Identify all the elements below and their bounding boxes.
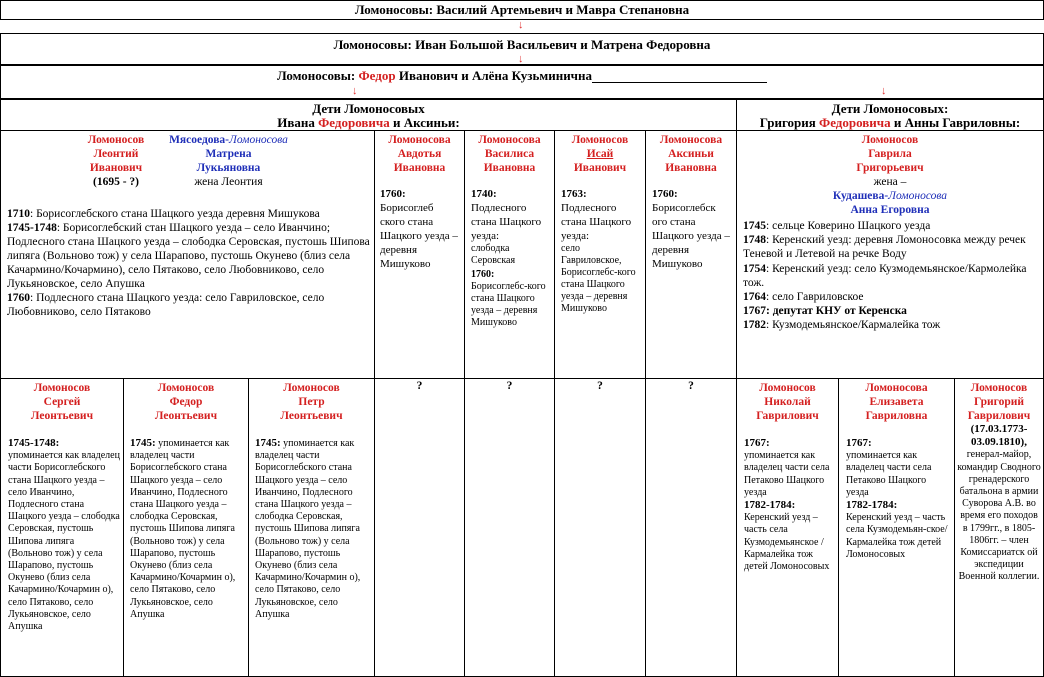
year: 1740	[471, 188, 493, 200]
cell-unknown	[554, 378, 646, 677]
grandparents-names: Василий Артемьевич и Мавра Степановна	[436, 2, 690, 17]
cell-sergey: Ломоносов Сергей Леонтьевич 1745-1748: упоминается как владелец части Борисоглебского стана Шацкого уезда – село Иванчино, Подлесного стана Шацкого уезда – слободка Серовская, пустошь Шипова липяга (Вольново тож) у села Шарапово, пустошь Окунево (близ села Качармино/Кочармин о), село Пятаково, село Лукьяновское, село Апушка	[0, 378, 124, 677]
wife-label: жена –	[873, 176, 907, 188]
row-grandparents	[0, 0, 1044, 20]
patronymic: Леонтьевич	[280, 410, 343, 422]
entry-text: : Борисоглебский стан Шацкого уезда – село Иванчино; Подлесного стана Шацкого уезда – слободка Серовская, пустошь Шипова липяга (Вольново тож) у села Шарапово, пустошь Окунево (близ села Качармино/Кочармино), село Пятаково, село Любовниково, село Лукьяновское, село Апушка	[7, 222, 370, 290]
patronymic: Гаврилович	[756, 410, 819, 422]
arrow-down-icon: ↓	[518, 53, 524, 65]
gavrila-entry	[743, 262, 1039, 290]
leonty-surname: Ломоносов	[87, 134, 145, 146]
wife-surname: Кудашева-	[832, 190, 889, 202]
text: и Аксиньи:	[392, 115, 460, 130]
fedor-name: Федор	[358, 68, 396, 83]
entry-text: Керенский уезд – часть села Кузмодемьян-ское/ Кармалейка тож детей Ломоносовых	[846, 512, 948, 560]
year: 1767	[744, 437, 766, 449]
leonty-entry	[7, 207, 371, 221]
name: Николай	[764, 396, 811, 408]
entry-text: : Керенский уезд: деревня Ломоносовка между речек Теневой и Летевой на речке Воду	[743, 234, 1026, 261]
gavrila-entry	[743, 318, 1039, 332]
entry-text: упоминается как владелец части села Петаково Шацкого уезда	[744, 450, 830, 498]
name: Исай	[586, 148, 614, 160]
surname: Ломоносов	[759, 382, 816, 394]
gavrila-entry	[743, 233, 1039, 261]
blank-line	[592, 70, 767, 83]
children-header-ivan	[0, 99, 737, 131]
entry-text: : Керенский уезд: село Кузмодемьянское/Кармолейка тож.	[743, 262, 1027, 289]
year: 1782-1784	[744, 499, 792, 512]
entry-text: : Борисоглебского стана Шацкого уезда деревня Мишукова	[30, 208, 320, 220]
cell-grigoriy	[954, 378, 1044, 677]
text: Федоровича	[819, 115, 891, 130]
wife-name: Анна Егоровна	[850, 204, 930, 216]
year: 1754	[743, 262, 766, 275]
entry-text: : Кузмодемьянское/Кармалейка тож	[766, 319, 941, 332]
surname: Ломоносова	[478, 134, 541, 146]
name: Василиса	[484, 148, 535, 160]
patronymic: Ивановна	[665, 162, 717, 174]
entry-text: Борисоглеб ского стана Шацкого уезда – деревня Мишуково	[380, 202, 458, 270]
cell-fedor-leontievich: Ломоносов Федор Леонтьевич 1745: упоминается как владелец части Борисоглебского стана Шацкого уезда – село Иванчино, Подлесного стана Шацкого уезда – слободка Серовская, пустошь Шипова липяга (Вольново тож) у села Шарапово, пустошь Окунево (близ села Качармино/Кочармин о), село Пятаково, село Лукьяновское, село Апушка	[123, 378, 249, 677]
leonty-years: (1695 - ?)	[93, 176, 139, 188]
cell-elizaveta: Ломоносова Елизавета Гавриловна 1767: упоминается как владелец части села Петаково Шацкого уезда 1782-1784: Керенский уезд – часть села Кузмодемьян-ское/ Кармалейка тож детей Ломоносовых	[838, 378, 955, 677]
children-header-line2	[737, 116, 1043, 130]
entry-text: : Подлесного стана Шацкого уезда: село Гавриловское, село Любовниково, село Пятаково	[7, 292, 325, 318]
entry-text: упоминается как владелец части села Петаково Шацкого уезда	[846, 450, 932, 498]
name: Сергей	[43, 396, 81, 408]
patronymic: Григорьевич	[856, 162, 924, 174]
cell-avdotya: Ломоносова Авдотья Ивановна 1760: Борисоглеб ского стана Шацкого уезда – деревня Мишуково	[374, 130, 465, 379]
year: 1760	[7, 292, 30, 304]
surname: Ломоносова	[865, 382, 928, 394]
entry-text: : село Гавриловское	[766, 291, 864, 304]
patronymic: Гаврилович	[967, 410, 1031, 422]
name: Аксиньи	[668, 148, 714, 160]
wife-surname: Мясоедова-	[169, 134, 230, 146]
dates: (17.03.1773-03.09.1810),	[970, 423, 1028, 449]
cell-leonty	[0, 130, 375, 379]
patronymic: Ивановна	[483, 162, 536, 174]
year: 1710	[7, 208, 30, 220]
year: 1745	[743, 220, 766, 232]
year: 1745-1748	[7, 222, 57, 234]
entry-text: село Гавриловское, Борисоглебс-кого стана Шацкого уезда – деревня Мишуково	[561, 243, 636, 314]
year: 1745	[255, 437, 277, 449]
patronymic: Ивановна	[393, 162, 446, 174]
surname: Ломоносов	[33, 382, 91, 394]
surname: Ломоносова	[659, 134, 723, 146]
patronymic: Леонтьевич	[154, 410, 218, 422]
cell-vasilisa: Ломоносова Василиса Ивановна 1740: Подлесного стана Шацкого уезда: слободка Серовская 1760: Борисоглебс-кого стана Шацкого уезда – деревня Мишуково	[464, 130, 555, 379]
wife-surname-italic: Ломоносова	[888, 190, 948, 202]
cell-nikolay: Ломоносов Николай Гаврилович 1767: упоминается как владелец части села Петаково Шацкого уезда 1782-1784: Керенский уезд – часть села Кузмодемьянское / Кармалейка тож детей Ломоносовых	[736, 378, 839, 677]
unknown-mark: ?	[688, 380, 694, 392]
surname: Ломоносов	[283, 382, 340, 394]
cell-petr: Ломоносов Петр Леонтьевич 1745: упоминается как владелец части Борисоглебского стана Шацкого уезда – село Иванчино, Подлесного стана Шацкого уезда – слободка Серовская, пустошь Шипова липяга (Вольново тож) у села Шарапово, пустошь Окунево (близ села Качармино/Кочармин о), село Пятаково, село Лукьяновское, село Апушка	[248, 378, 375, 677]
name: Гаврила	[868, 148, 912, 160]
cell-isay: Ломоносов Исай Иванович 1763: Подлесного стана Шацкого уезда: село Гавриловское, Борисоглебс-кого стана Шацкого уезда – деревня Мишуково	[554, 130, 646, 379]
cell-gavrila	[736, 130, 1044, 379]
children-header-grigoriy	[736, 99, 1044, 131]
arrow-down-icon: ↓	[518, 19, 524, 31]
children-header-line2	[1, 116, 736, 130]
name: Авдотья	[397, 148, 442, 160]
entry-text: упоминается как владелец части Борисоглебского стана Шацкого уезда – село Иванчино, Подлесного стана Шацкого уезда – слободка Серовская, пустошь Шипова липяга (Вольново тож) у села Шарапово, пустошь Окунево (близ села Качармино/Кочармин о), село Пятаково, село Лукьяновское, село Апушка	[255, 438, 361, 620]
entry-text: генерал-майор, командир Сводного гренадерского батальона в армии Суворова А.В. во время его походов в 1799гг., в 1805-1806гг. – член Комиссариатск ой экспедиции Военной коллегии.	[957, 449, 1041, 583]
year: 1767	[846, 437, 868, 449]
entry-text: Керенский уезд – часть села Кузмодемьянское / Кармалейка тож детей Ломоносовых	[744, 512, 830, 573]
entry-text: Подлесного стана Шацкого уезда:	[561, 202, 632, 242]
name: Федор	[169, 396, 203, 408]
cell-unknown	[464, 378, 555, 677]
leonty-name: Леонтий	[93, 148, 139, 160]
family-label: Ломоносовы:	[333, 37, 412, 52]
family-label: Ломоносовы:	[277, 68, 356, 83]
children-header-line1: Дети Ломоносовых	[312, 101, 425, 116]
cell-aksinya: Ломоносова Аксиньи Ивановна 1760: Борисоглебск ого стана Шацкого уезда – деревня Мишуково	[645, 130, 737, 379]
unknown-mark: ?	[597, 380, 603, 392]
gavrila-entry	[743, 219, 1039, 233]
wife-patronymic: Лукьяновна	[196, 162, 261, 174]
wife-surname-italic: Ломоносова	[229, 134, 288, 146]
patronymic: Иванович	[573, 162, 627, 174]
patronymic: Гавриловна	[865, 410, 928, 422]
entry-text: упоминается как владелец части Борисоглебского стана Шацкого уезда – село Иванчино, Подлесного стана Шацкого уезда – слободка Серовская, пустошь Шипова липяга (Вольново тож) у села Шарапово, пустошь Окунево (близ села Качармино/Кочармин о), село Пятаково, село Лукьяновское, село Апушка	[130, 438, 236, 620]
text: Григория	[759, 115, 816, 130]
entry-text: : сельце Коверино Шацкого уезда	[766, 220, 931, 232]
leonty-entry	[7, 291, 371, 319]
entry-text: : депутат КНУ от Керенска	[766, 305, 907, 318]
children-header-line1: Дети Ломоносовых:	[831, 101, 949, 116]
year: 1782-1784	[846, 499, 894, 512]
entry-text: упоминается как владелец части Борисоглебского стана Шацкого уезда – село Иванчино, Подлесного стана Шацкого уезда – слободка Серовская, пустошь Шипова липяга (Вольново тож) у села Шарапово, пустошь Окунево (близ села Качармино/Кочармин о), село Пятаково, село Лукьяновское, село Апушка	[8, 450, 120, 633]
year: 1748	[743, 234, 766, 247]
fedor-rest: Иванович и Алёна Кузьминична	[398, 68, 592, 83]
entry-text: слободка Серовская	[471, 243, 516, 266]
name: Григорий	[974, 396, 1024, 408]
wife-name: Матрена	[205, 148, 252, 160]
surname: Ломоносов	[571, 134, 629, 146]
row-fedor	[0, 65, 1044, 99]
year: 1760	[471, 269, 491, 280]
arrow-down-icon: ↓	[881, 85, 887, 97]
surname: Ломоносова	[388, 134, 451, 146]
wife-label: жена Леонтия	[194, 176, 263, 188]
leonty-entry	[7, 221, 371, 291]
gavrila-entry	[743, 304, 1039, 318]
year: 1760	[652, 188, 674, 200]
patronymic: Леонтьевич	[30, 410, 94, 422]
family-label: Ломоносовы:	[354, 2, 434, 17]
text: Федоровича	[318, 115, 390, 130]
leonty-patronymic: Иванович	[89, 162, 143, 174]
year: 1745	[130, 437, 152, 449]
year: 1745-1748	[8, 437, 56, 449]
unknown-mark: ?	[416, 380, 423, 392]
year: 1767	[743, 305, 766, 318]
entry-text: Борисоглебск ого стана Шацкого уезда – деревня Мишуково	[652, 202, 730, 270]
year: 1763	[561, 188, 583, 200]
year: 1760	[380, 188, 402, 200]
year: 1764	[743, 291, 766, 304]
cell-unknown	[374, 378, 465, 677]
surname: Ломоносов	[861, 134, 919, 146]
unknown-mark: ?	[506, 380, 513, 392]
text: Ивана	[277, 115, 315, 130]
year: 1782	[743, 319, 766, 332]
entry-text: Подлесного стана Шацкого уезда:	[471, 202, 542, 242]
text: и Анны Гавриловны:	[893, 115, 1021, 130]
entry-text: Борисоглебс-кого стана Шацкого уезда – деревня Мишуково	[471, 281, 546, 328]
name: Елизавета	[869, 396, 924, 408]
cell-unknown	[645, 378, 737, 677]
surname: Ломоносов	[157, 382, 215, 394]
arrow-down-icon: ↓	[352, 85, 358, 97]
parents-names: Иван Большой Васильевич и Матрена Федоровна	[415, 37, 711, 52]
gavrila-entry	[743, 290, 1039, 304]
name: Петр	[298, 396, 325, 408]
surname: Ломоносов	[970, 382, 1028, 394]
